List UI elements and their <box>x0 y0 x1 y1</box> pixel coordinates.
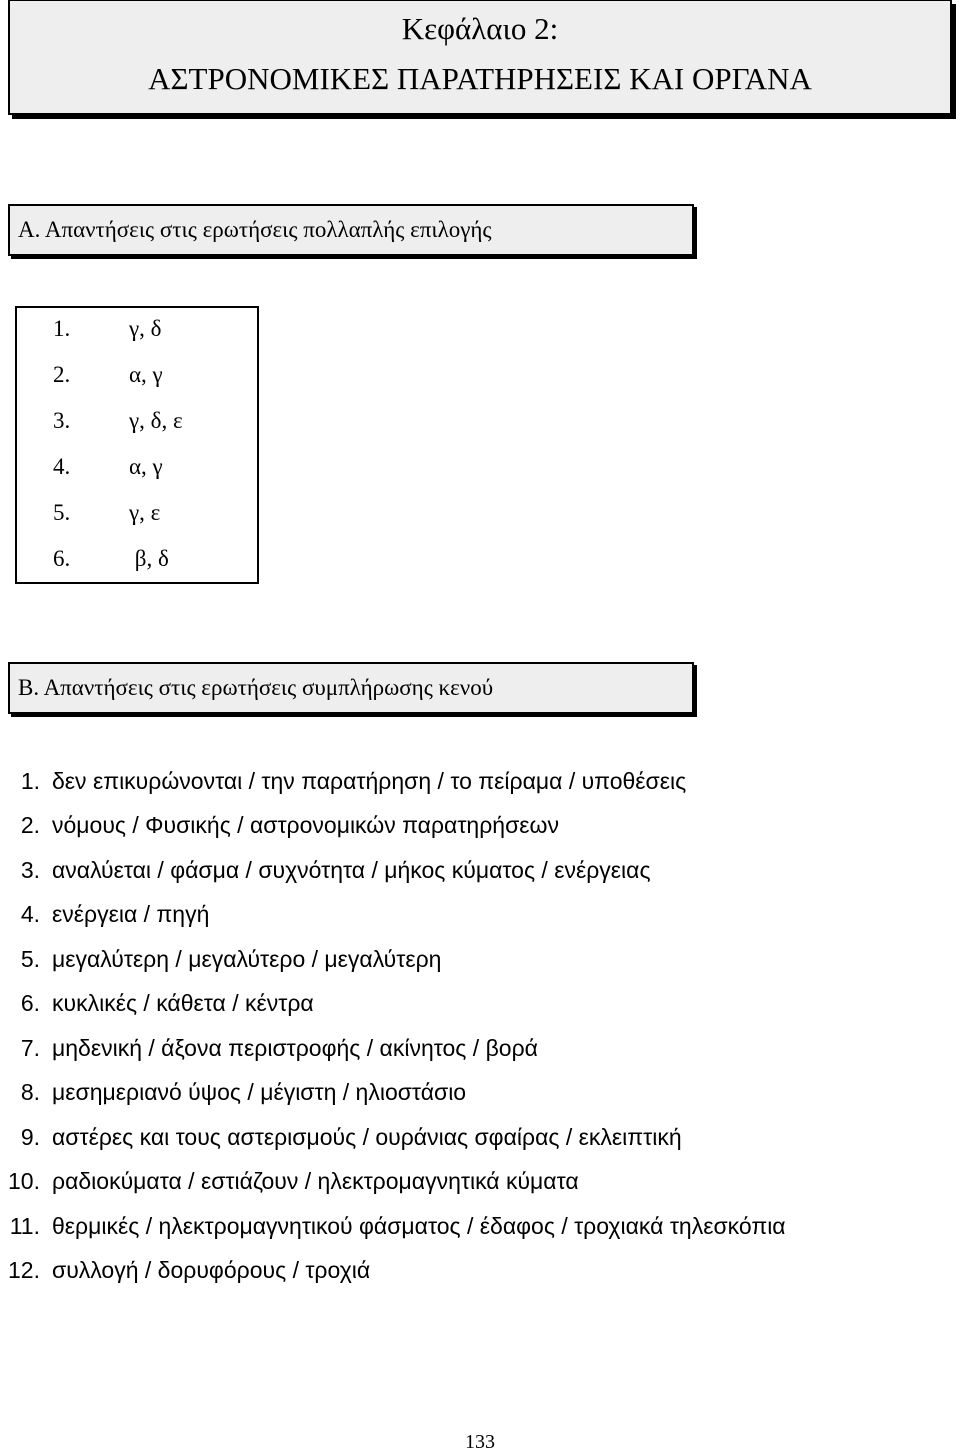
answer-value: β, δ <box>129 546 169 571</box>
chapter-number: Κεφάλαιο 2: <box>401 11 559 46</box>
answer-number: 5. <box>53 500 71 525</box>
answer-value: μηδενική / άξονα περιστροφής / ακίνητος / βορά <box>52 1035 538 1061</box>
answer-value: κυκλικές / κάθετα / κέντρα <box>52 990 314 1016</box>
answer-number: 4. <box>53 454 71 479</box>
answer-value: συλλογή / δορυφόρους / τροχιά <box>52 1257 371 1283</box>
answer-number: 2. <box>53 362 71 387</box>
answer-number: 9. <box>20 1124 40 1150</box>
answer-value: γ, ε <box>129 500 161 525</box>
answer-value: αναλύεται / φάσμα / συχνότητα / μήκος κύματος / ενέργειας <box>52 857 651 883</box>
chapter-title: ΑΣΤΡΟΝΟΜΙΚΕΣ ΠΑΡΑΤΗΡΗΣΕΙΣ ΚΑΙ ΟΡΓΑΝΑ <box>148 61 812 96</box>
answer-value: θερμικές / ηλεκτρομαγνητικού φάσματος / έδαφος / τροχιακά τηλεσκόπια <box>52 1213 786 1239</box>
answer-number: 6. <box>53 546 71 571</box>
multiple-choice-answers-box <box>15 306 259 584</box>
answer-value: ραδιοκύματα / εστιάζουν / ηλεκτρομαγνητικά κύματα <box>52 1168 579 1194</box>
answer-number: 12. <box>8 1257 40 1283</box>
answer-number: 3. <box>53 408 71 433</box>
answer-number: 1. <box>53 316 71 341</box>
section-a-heading: Α. Απαντήσεις στις ερωτήσεις πολλαπλής επιλογής <box>18 217 492 242</box>
answer-number: 11. <box>9 1213 40 1239</box>
section-b-heading-box <box>8 662 694 714</box>
answer-value: ενέργεια / πηγή <box>52 901 210 927</box>
answer-value: δεν επικυρώνονται / την παρατήρηση / το πείραμα / υποθέσεις <box>52 768 687 794</box>
answer-number: 3. <box>20 857 40 883</box>
section-a-heading-box <box>8 204 694 256</box>
answer-number: 6. <box>20 990 40 1016</box>
answer-value: γ, δ, ε <box>129 408 183 433</box>
answer-value: μεγαλύτερη / μεγαλύτερο / μεγαλύτερη <box>52 946 442 972</box>
answer-number: 4. <box>20 901 40 927</box>
answer-value: α, γ <box>129 454 163 479</box>
answer-number: 2. <box>20 812 40 838</box>
answer-value: γ, δ <box>129 316 162 341</box>
answer-number: 1. <box>20 768 40 794</box>
answer-number: 5. <box>20 946 40 972</box>
answer-value: νόμους / Φυσικής / αστρονομικών παρατηρήσεων <box>52 812 559 838</box>
answer-value: α, γ <box>129 362 163 387</box>
chapter-title-box <box>8 0 952 115</box>
answer-value: αστέρες και τους αστερισμούς / ουράνιας σφαίρας / εκλειπτική <box>52 1124 682 1150</box>
answer-number: 8. <box>20 1079 40 1105</box>
section-b-heading: Β. Απαντήσεις στις ερωτήσεις συμπλήρωσης κενού <box>18 675 494 700</box>
answer-value: μεσημεριανό ύψος / μέγιστη / ηλιοστάσιο <box>52 1079 467 1105</box>
answer-number: 10. <box>8 1168 40 1194</box>
answer-number: 7. <box>20 1035 40 1061</box>
page-number: 133 <box>465 1431 495 1453</box>
